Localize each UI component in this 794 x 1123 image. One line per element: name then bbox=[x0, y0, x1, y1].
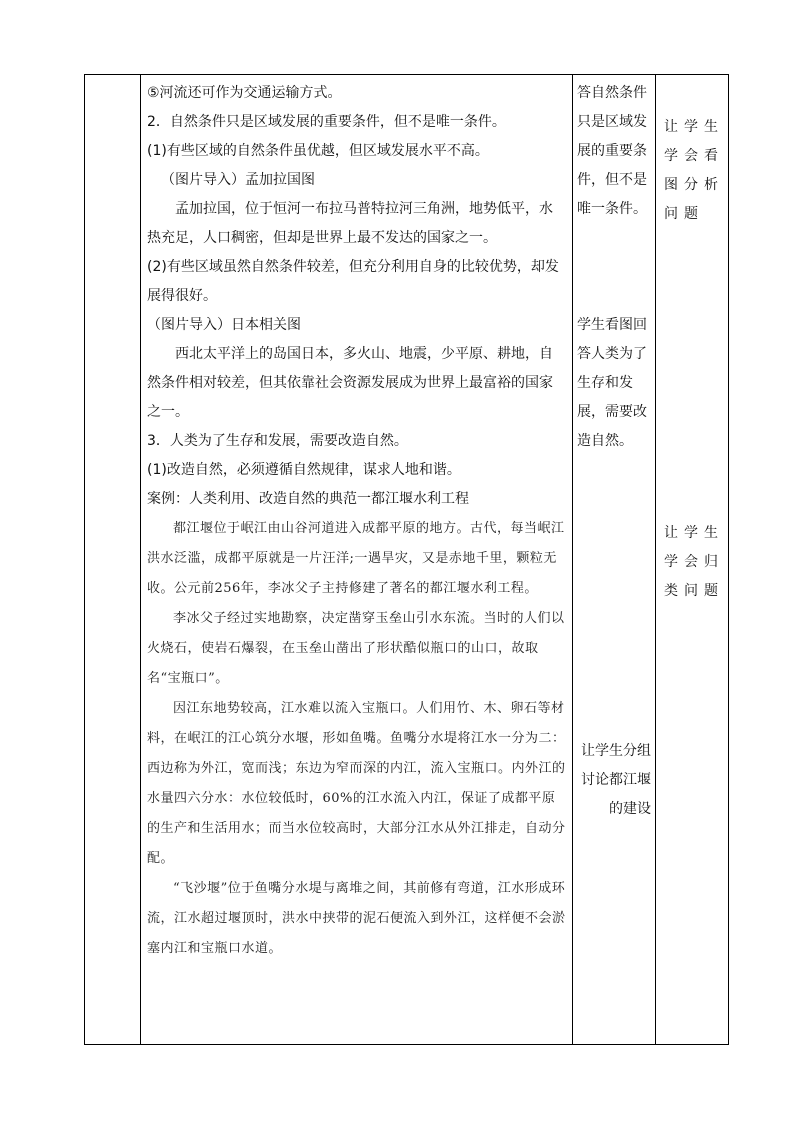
japan-paragraph: 西北太平洋上的岛国日本，多火山、地震，少平原、耕地，自然条件相对较差，但其依靠社会资源发展成为世界上最富裕的国家之一。 bbox=[147, 346, 553, 420]
student-activity-2: 学生看图回答人类为了生存和发展，需要改造自然。 bbox=[577, 317, 647, 449]
student-activity-1: 答自然条件只是区域发展的重要条件，但不是唯一条件。 bbox=[577, 85, 647, 217]
design-intent-2: 让学生学会归类问题 bbox=[664, 525, 724, 599]
content-point-2: 2．自然条件只是区域发展的重要条件，但不是唯一条件。 bbox=[147, 114, 506, 130]
bangladesh-paragraph: 孟加拉国，位于恒河一布拉马普特拉河三角洲，地势低平，水热充足，人口稠密，但却是世界上最不发达的国家之一。 bbox=[147, 201, 553, 246]
case-paragraph-4: “飞沙堰”位于鱼嘴分水堤与离堆之间，其前修有弯道，江水形成环流，江水超过堰顶时，洪水中挟带的泥石便流入到外江，这样便不会淤塞内江和宝瓶口水道。 bbox=[147, 881, 566, 956]
content-line: ⑤河流还可作为交通运输方式。 bbox=[147, 85, 342, 101]
student-activity-3: 让学生分组讨论都江堰的建设 bbox=[581, 743, 651, 817]
content-point-3: 3．人类为了生存和发展，需要改造自然。 bbox=[147, 433, 408, 449]
teaching-content-cell bbox=[141, 75, 573, 1045]
image-import-bangladesh: （图片导入）孟加拉国图 bbox=[161, 172, 315, 188]
case-paragraph-2: 李冰父子经过实地勘察，决定凿穿玉垒山引水东流。当时的人们以火烧石，使岩石爆裂，在玉垒山凿出了形状酷似瓶口的山口，故取名“宝瓶口”。 bbox=[147, 611, 565, 686]
case-title: 案例：人类利用、改造自然的典范一都江堰水利工程 bbox=[147, 491, 469, 507]
design-intent-cell bbox=[656, 75, 729, 1045]
image-import-japan: （图片导入）日本相关图 bbox=[147, 317, 301, 333]
lesson-plan-table bbox=[84, 74, 729, 1045]
case-paragraph-1: 都江堰位于岷江由山谷河道进入成都平原的地方。古代，每当岷江洪水泛滥，成都平原就是一片汪洋;一遇旱灾，又是赤地千里，颗粒无收。公元前256年，李冰父子主持修建了著名的都江堰水利工程。 bbox=[147, 521, 565, 596]
content-sub-1: (1)有些区域的自然条件虽优越，但区域发展水平不高。 bbox=[147, 143, 489, 159]
empty-left-cell bbox=[85, 75, 141, 1045]
student-activity-cell bbox=[573, 75, 656, 1045]
content-sub-3: (1)改造自然，必须遵循自然规律，谋求人地和谐。 bbox=[147, 462, 461, 478]
case-paragraph-3: 因江东地势较高，江水难以流入宝瓶口。人们用竹、木、卵石等材料，在岷江的江心筑分水堰，形如鱼嘴。鱼嘴分水堤将江水一分为二：西边称为外江，宽而浅；东边为窄而深的内江，流入宝瓶口。内外江的水量四六分水：水位较低时，60%的江水流入内江，保证了成都平原的生产和生活用水；而当水位较高时，大部分江水从外江排走，自动分配。 bbox=[147, 701, 566, 866]
content-sub-2: (2)有些区域虽然自然条件较差，但充分利用自身的比较优势，却发展得很好。 bbox=[147, 259, 559, 304]
design-intent-1: 让学生学会看图分析问题 bbox=[664, 119, 724, 222]
